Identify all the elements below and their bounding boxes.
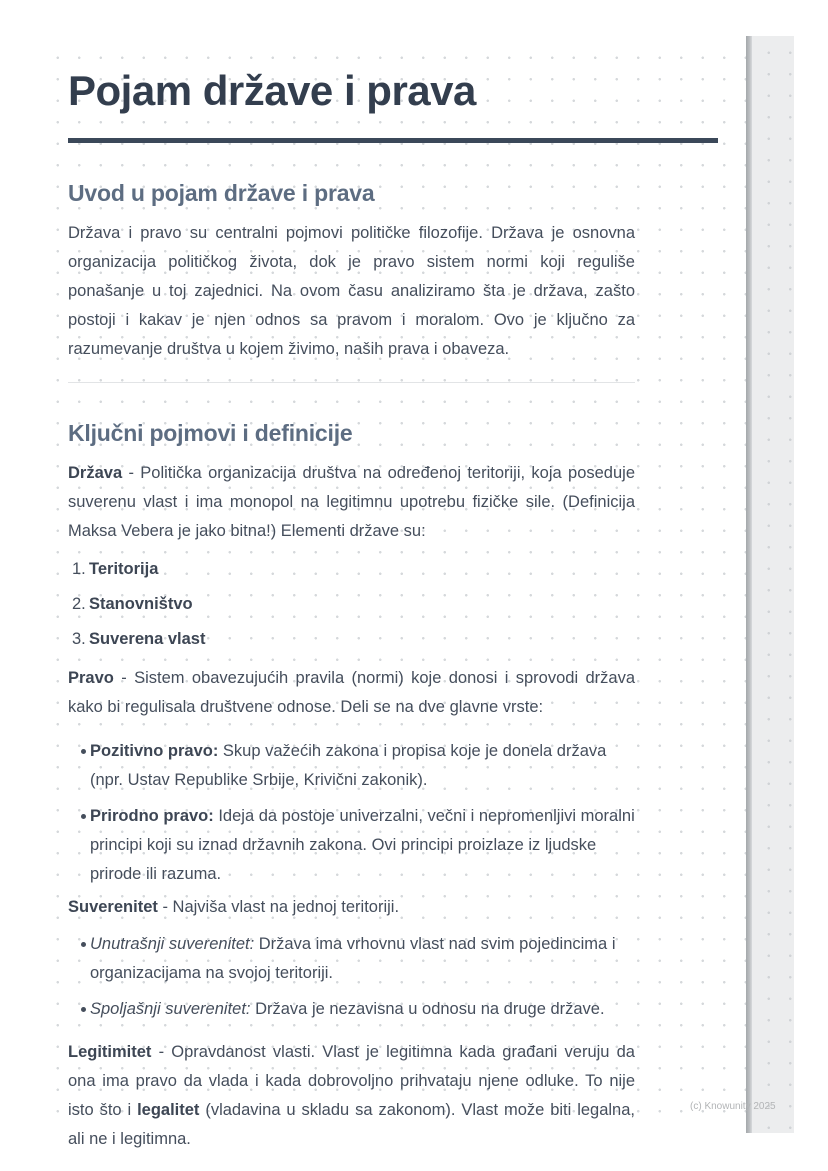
drzava-definition bbox=[68, 459, 635, 546]
list-item-lead: Spoljašnji suverenitet: bbox=[90, 1000, 251, 1018]
list-item bbox=[72, 592, 635, 616]
term-pravo: Pravo bbox=[68, 669, 114, 687]
list-item-lead: Unutrašnji suverenitet: bbox=[90, 935, 255, 953]
legitimitet-definition bbox=[68, 1038, 635, 1154]
term-drzava: Država bbox=[68, 464, 123, 482]
list-item-text: Država ima vrhovnu vlast nad svim pojedincima i organizacijama na svojoj teritoriji. bbox=[90, 935, 616, 982]
bullet-icon bbox=[81, 1007, 86, 1012]
pravo-definition bbox=[68, 664, 635, 722]
page-title: Pojam države i prava bbox=[68, 67, 476, 114]
section-heading-kljucni-pojmovi: Ključni pojmovi i definicije bbox=[68, 420, 353, 446]
section-heading-uvod: Uvod u pojam države i prava bbox=[68, 180, 375, 206]
suverenitet-types-list bbox=[68, 930, 635, 1024]
intro-paragraph: Država i pravo su centralni pojmovi političke filozofije. Država je osnovna organizacija političkog života, dok je pravo sistem normi koji reguliše ponašanje u toj zajednici. Na ovom času analiziramo šta je država, zašto postoji i kakav je njen odnos sa pravom i moralom. Ovo je ključno za razumevanje društva u kojem živimo, naših prava i obaveza. bbox=[68, 224, 635, 358]
list-item-text: Ideja da postoje univerzalni, večni i nepromenljivi moralni principi koji su iznad državnih zakona. Ovi principi proizlaze iz ljudske prirode ili razuma. bbox=[90, 807, 635, 883]
next-page-edge bbox=[752, 36, 794, 1133]
list-item-lead: Pozitivno pravo: bbox=[90, 742, 219, 760]
suverenitet-definition bbox=[68, 893, 635, 922]
section-divider bbox=[68, 382, 635, 383]
title-rule bbox=[68, 138, 718, 143]
list-item bbox=[68, 995, 635, 1024]
list-item-number: 2. bbox=[72, 595, 86, 613]
bullet-icon bbox=[81, 749, 86, 754]
term-legitimitet: Legitimitet bbox=[68, 1043, 152, 1061]
pravo-types-list bbox=[68, 737, 635, 889]
list-item-text: Država je nezavisna u odnosu na druge države. bbox=[250, 1000, 605, 1018]
document-content bbox=[42, 42, 635, 1154]
suverenitet-definition-text: - Najviša vlast na jednoj teritoriji. bbox=[157, 898, 400, 916]
list-item-label: Teritorija bbox=[89, 560, 159, 578]
list-item bbox=[68, 737, 635, 795]
term-legalitet: legalitet bbox=[137, 1101, 200, 1119]
list-item-label: Stanovništvo bbox=[89, 595, 193, 613]
list-item-lead: Prirodno pravo: bbox=[90, 807, 214, 825]
list-item bbox=[68, 802, 635, 889]
watermark-copyright: (c) Knowunity 2025 bbox=[690, 1101, 776, 1112]
drzava-definition-text: - Politička organizacija društva na određenoj teritoriji, koja poseduje suverenu vlast i ima monopol na legitimnu upotrebu fizičke sile. (Definicija Maksa Vebera je jako bitna!) Elementi države su: bbox=[68, 464, 635, 540]
drzava-elements-list bbox=[68, 557, 635, 651]
list-item-number: 1. bbox=[72, 560, 86, 578]
bullet-icon bbox=[81, 814, 86, 819]
list-item bbox=[72, 557, 635, 581]
list-item bbox=[72, 627, 635, 651]
list-item bbox=[68, 930, 635, 988]
pravo-definition-text: - Sistem obavezujućih pravila (normi) koje donosi i sprovodi država kako bi regulisala društvene odnose. Deli se na dve glavne vrste: bbox=[68, 669, 635, 716]
list-item-number: 3. bbox=[72, 630, 86, 648]
list-item-label: Suverena vlast bbox=[89, 630, 206, 648]
legitimitet-text-before: - Opravdanost vlasti. Vlast je legitimna kada građani veruju da ona ima pravo da vlada i kada dobrovoljno prihvataju njene odluke. To nije isto što i bbox=[68, 1043, 635, 1119]
list-item-text: Skup važećih zakona i propisa koje je donela država (npr. Ustav Republike Srbije, Krivični zakonik). bbox=[90, 742, 607, 789]
legitimitet-text-after: (vladavina u skladu sa zakonom). Vlast može biti legalna, ali ne i legitimna. bbox=[68, 1101, 635, 1148]
bullet-icon bbox=[81, 942, 86, 947]
term-suverenitet: Suverenitet bbox=[68, 898, 158, 916]
document-page bbox=[42, 42, 748, 1148]
